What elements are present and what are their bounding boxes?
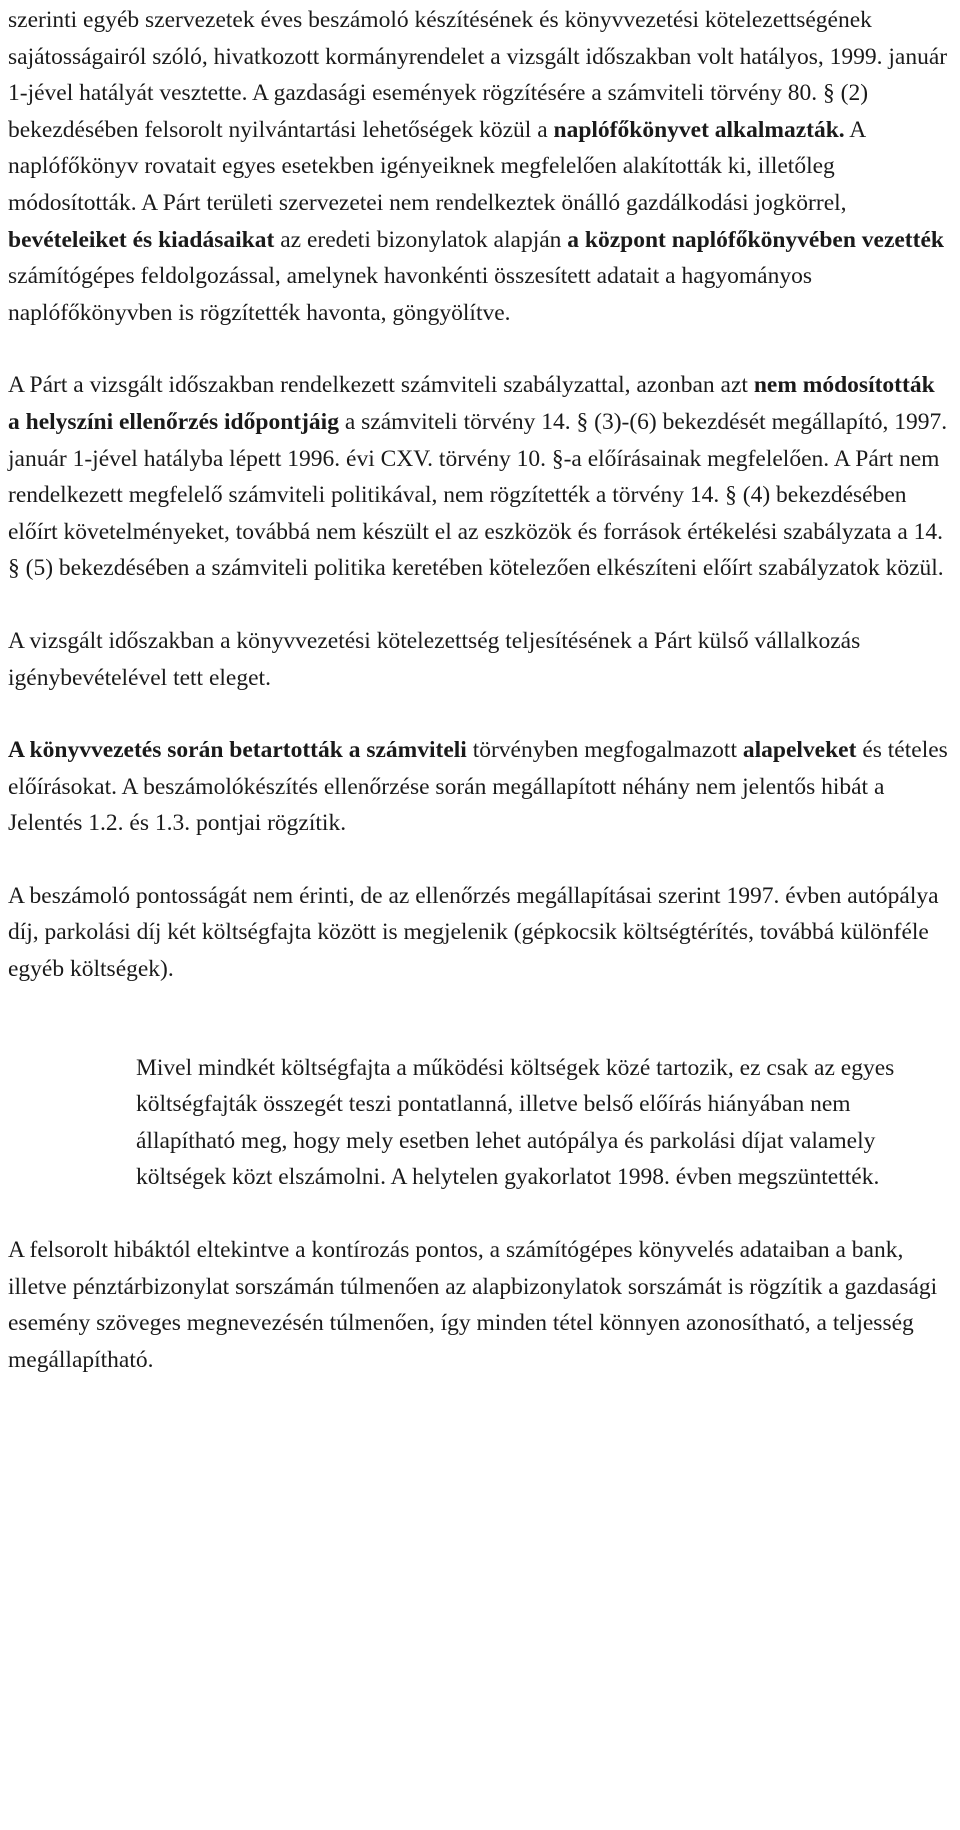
bold-segment: bevételeiket és kiadásaikat bbox=[8, 226, 275, 253]
text-segment: Mivel mindkét költségfajta a működési költségek közé tartozik, ez csak az egyes költségfajták összegét teszi pontatlanná, illetve belső előírás hiányában nem állapítható meg, hogy mely esetben lehet autópálya és parkolási díjat valamely költségek közt elszámolni. A helytelen gyakorlatot 1998. évben megszüntették. bbox=[136, 1054, 895, 1191]
text-segment: szerinti egyéb szervezetek éves beszámoló készítésének és könyvvezetési kötelezettségének sajátosságairól szóló, hivatkozott kormányrendelet a vizsgált időszakban volt hatályos, 1999. január 1-jével hatályát vesztette. A gazdasági események rögzítésére a számviteli törvény 80. § (2) bekezdésében felsorolt nyilvántartási lehetőségek közül a bbox=[8, 7, 948, 143]
text-segment: az eredeti bizonylatok alapján bbox=[274, 226, 568, 253]
text-segment: A beszámoló pontosságát nem érinti, de az ellenőrzés megállapításai szerint 1997. évben autópálya díj, parkolási díj két költségfajta között is megjelenik (gépkocsik költségtérítés, továbbá különféle egyéb költségek). bbox=[8, 882, 939, 983]
text-segment: A naplófőkönyv rovatait egyes esetekben igényeiknek megfelelően alakították ki, illetőleg módosították. A Párt területi szervezetei nem rendelkeztek önálló gazdálkodási jogkörrel, bbox=[8, 116, 865, 216]
paragraph bbox=[8, 623, 952, 696]
text-segment: törvényben megfogalmazott bbox=[466, 737, 743, 764]
paragraph bbox=[8, 367, 952, 587]
bold-segment: naplófőkönyvet alkalmazták. bbox=[553, 116, 845, 143]
paragraph bbox=[8, 878, 952, 988]
indented-paragraph bbox=[136, 1050, 952, 1196]
bold-segment: a központ naplófőkönyvében vezették bbox=[567, 226, 944, 253]
paragraph bbox=[8, 1232, 952, 1378]
text-segment: a számviteli törvény 14. § (3)-(6) bekezdését megállapító, 1997. január 1-jével hatályba lépett 1996. évi CXV. törvény 10. §-a előírásainak megfelelően. A Párt nem rendelkezett megfelelő számviteli politikával, nem rögzítették a törvény 14. § (4) bekezdésében előírt követelményeket, továbbá nem készült el az eszközök és források értékelési szabályzata a 14. § (5) bekezdésében a számviteli politika keretében kötelezően elkészíteni előírt szabályzatok közül. bbox=[8, 408, 948, 582]
bold-segment: alapelveket bbox=[742, 737, 857, 764]
text-segment: számítógépes feldolgozással, amelynek havonkénti összesített adatait a hagyományos naplófőkönyvben is rögzítették havonta, göngyölítve. bbox=[8, 263, 812, 326]
bold-segment: nem módosították a helyszíni ellenőrzés időpontjáig bbox=[8, 372, 935, 435]
text-segment: A vizsgált időszakban a könyvvezetési kötelezettség teljesítésének a Párt külső vállalkozás igénybevételével tett eleget. bbox=[8, 627, 861, 691]
bold-segment: A könyvvezetés során betartották a számviteli bbox=[8, 737, 467, 764]
text-segment: és tételes előírásokat. A beszámolókészítés ellenőrzése során megállapított néhány nem jelentős hibát a Jelentés 1.2. és 1.3. pontjai rögzítik. bbox=[8, 737, 948, 837]
paragraph bbox=[8, 732, 952, 842]
paragraph bbox=[8, 2, 952, 331]
text-segment: A felsorolt hibáktól eltekintve a kontírozás pontos, a számítógépes könyvelés adataiban a bank, illetve pénztárbizonylat sorszámán túlmenően az alapbizonylatok sorszámát is rögzítik a gazdasági esemény szöveges megnevezésén túlmenően, így minden tétel könnyen azonosítható, a teljesség megállapítható. bbox=[8, 1237, 938, 1373]
text-segment: A Párt a vizsgált időszakban rendelkezett számviteli szabályzattal, azonban azt bbox=[8, 372, 754, 399]
